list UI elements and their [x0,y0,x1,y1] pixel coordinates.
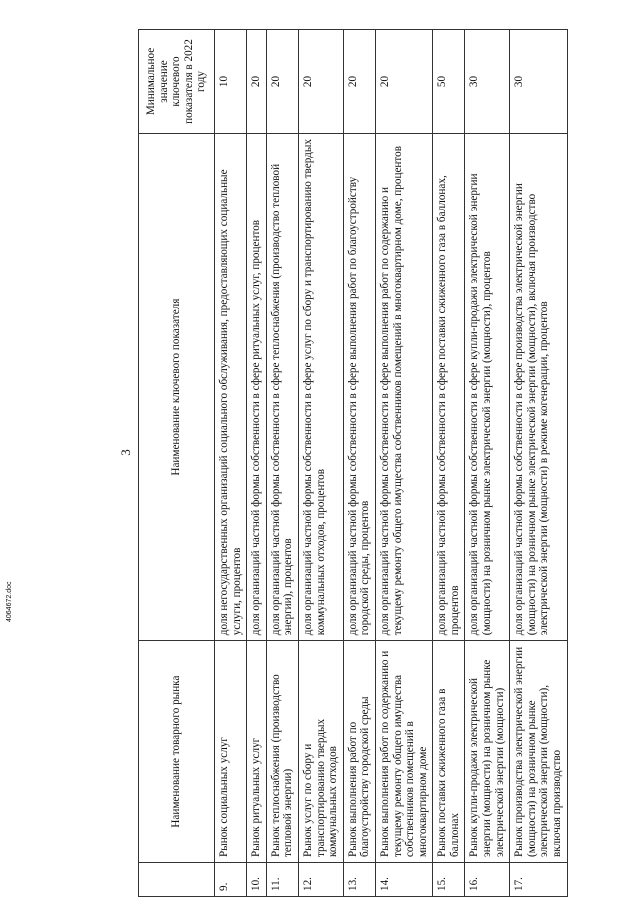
min-value: 30 [465,30,510,134]
min-value: 20 [375,30,432,134]
row-number: 17. [510,863,567,897]
indicator-name: доля организаций частной формы собственности в сфере услуг по сбору и транспортированию твердых коммунальных отходов, процентов [298,133,343,640]
table-row [510,30,567,897]
market-name: Рынок выполнения работ по содержанию и текущему ремонту общего имущества собственников помещений в многоквартирном доме [375,641,432,863]
min-value: 50 [433,30,465,134]
min-value: 20 [343,30,375,134]
header-market: Наименование товарного рынка [139,641,215,863]
table-row [214,30,246,897]
header-indicator: Наименование ключевого показателя [139,133,215,640]
market-name: Рынок поставки сжиженного газа в баллонах [433,641,465,863]
row-number: 15. [433,863,465,897]
row-number: 13. [343,863,375,897]
indicators-table [138,29,568,897]
row-number: 10. [247,863,267,897]
min-value: 20 [247,30,267,134]
indicator-name: доля организаций частной формы собственности в сфере производства электрической энергии (мощности) на розничном рынке электрической энергии (мощности), включая производство электрической энергии (мощности) в режиме когенерации, процентов [510,133,567,640]
table-row [247,30,267,897]
indicator-name: доля организаций частной формы собственности в сфере выполнения работ по содержанию и текущему ремонту общего имущества собственников помещений в многоквартирном доме, процентов [375,133,432,640]
table-row [343,30,375,897]
min-value: 10 [214,30,246,134]
min-value: 30 [510,30,567,134]
row-number: 16. [465,863,510,897]
indicator-name: доля организаций частной формы собственности в сфере выполнения работ по благоустройству городской среды, процентов [343,133,375,640]
row-number: 14. [375,863,432,897]
market-name: Рынок купли-продажи электрической энергии (мощности) на розничном рынке электрической энергии (мощности) [465,641,510,863]
table-row [298,30,343,897]
row-number: 11. [266,863,298,897]
market-name: Рынок социальных услуг [214,641,246,863]
indicator-name: доля организаций частной формы собственности в сфере поставки сжиженного газа в баллонах, процентов [433,133,465,640]
header-number [139,863,215,897]
footer-code: 4064672.doc [6,581,13,622]
indicator-name: доля организаций частной формы собственности в сфере ритуальных услуг, процентов [247,133,267,640]
market-name: Рынок ритуальных услуг [247,641,267,863]
table-row [266,30,298,897]
market-name: Рынок услуг по сбору и транспортированию твердых коммунальных отходов [298,641,343,863]
indicator-name: доля негосударственных организаций социального обслуживания, предоставляющих социальные услуги, процентов [214,133,246,640]
market-name: Рынок выполнения работ по благоустройству городской среды [343,641,375,863]
market-name: Рынок теплоснабжения (производство тепловой энергии) [266,641,298,863]
indicator-name: доля организаций частной формы собственности в сфере купли-продажи электрической энергии (мощности) на розничном рынке электрической энергии (мощности), процентов [465,133,510,640]
min-value: 20 [298,30,343,134]
row-number: 12. [298,863,343,897]
row-number: 9. [214,863,246,897]
header-min-value: Минимальное значение ключевого показателя в 2022 году [139,30,215,134]
table-row [433,30,465,897]
table-header-row [139,30,215,897]
indicator-name: доля организаций частной формы собственности в сфере теплоснабжения (производство тепловой энергии), процентов [266,133,298,640]
market-name: Рынок производства электрической энергии (мощности) на розничном рынке электрической энергии (мощности), включая производство [510,641,567,863]
page-number: 3 [118,449,133,456]
table-row [375,30,432,897]
min-value: 20 [266,30,298,134]
table-row [465,30,510,897]
